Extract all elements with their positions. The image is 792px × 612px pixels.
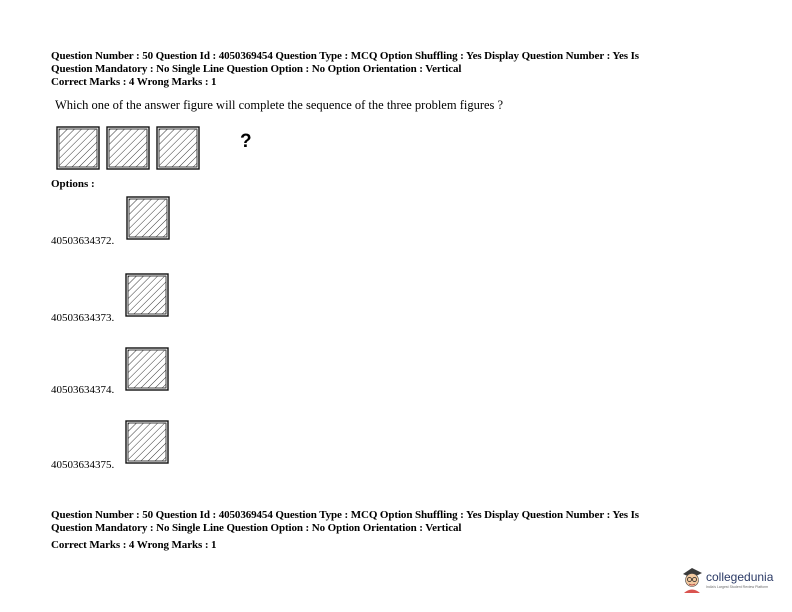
- question-marks: Correct Marks : 4 Wrong Marks : 1: [51, 76, 217, 88]
- option-1-id[interactable]: 40503634372.: [51, 235, 115, 247]
- question-header: [51, 50, 731, 89]
- question-meta-line-1: Question Number : 50 Question Id : 4050369454 Question Type : MCQ Option Shuffling : Yes Display Question Number : Yes Is: [51, 50, 639, 62]
- option-1-figure[interactable]: [126, 196, 170, 240]
- problem-figure-3: [156, 126, 200, 170]
- student-mascot-icon: [680, 566, 704, 594]
- next-question-header: [51, 509, 731, 552]
- options-label: Options :: [51, 178, 95, 190]
- option-3-figure[interactable]: [125, 347, 169, 391]
- logo-brand-text: collegedunia: [706, 570, 774, 584]
- option-2-id[interactable]: 40503634373.: [51, 312, 115, 324]
- question-text: Which one of the answer figure will complete the sequence of the three problem figures ?: [55, 98, 504, 112]
- problem-figure-2: [106, 126, 150, 170]
- option-4-figure[interactable]: [125, 420, 169, 464]
- option-4-id[interactable]: 40503634375.: [51, 459, 115, 471]
- option-2-figure[interactable]: [125, 273, 169, 317]
- logo-tagline: India's Largest Student Review Platform: [706, 585, 769, 589]
- next-question-marks: Correct Marks : 4 Wrong Marks : 1: [51, 539, 217, 551]
- question-meta-line-2: Question Mandatory : No Single Line Question Option : No Option Orientation : Vertical: [51, 63, 462, 75]
- option-3-id[interactable]: 40503634374.: [51, 384, 115, 396]
- missing-figure-question-mark: ?: [240, 131, 252, 152]
- next-question-meta-line-2: Question Mandatory : No Single Line Question Option : No Option Orientation : Vertical: [51, 522, 462, 534]
- next-question-meta-line-1: Question Number : 50 Question Id : 4050369454 Question Type : MCQ Option Shuffling : Yes Display Question Number : Yes Is: [51, 509, 639, 521]
- collegedunia-logo: [680, 566, 786, 596]
- problem-figure-1: [56, 126, 100, 170]
